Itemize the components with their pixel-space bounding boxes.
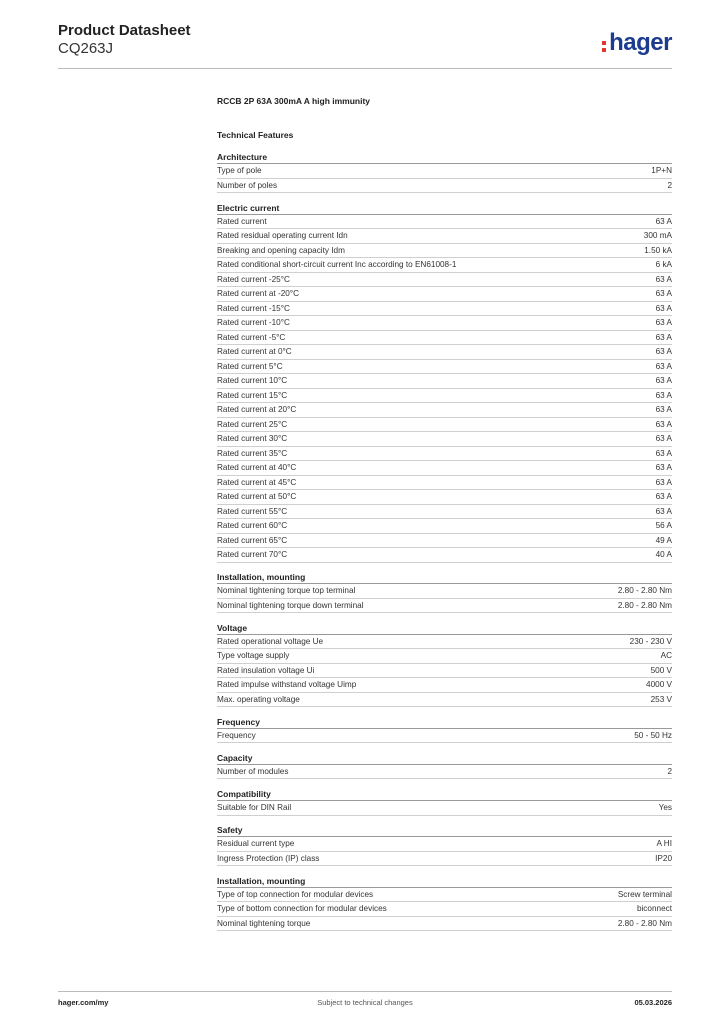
spec-row: [217, 244, 672, 259]
spec-label: Rated conditional short-circuit current Inc according to EN61008-1: [217, 260, 457, 270]
spec-label: Rated current: [217, 216, 267, 226]
spec-row: [217, 476, 672, 491]
datasheet-content: [217, 96, 672, 941]
spec-label: Rated current -25°C: [217, 274, 290, 284]
technical-features-heading: Technical Features: [217, 130, 294, 140]
spec-row: [217, 505, 672, 520]
spec-label: Number of modules: [217, 766, 289, 776]
footer-date: 05.03.2026: [634, 998, 672, 1007]
spec-value: 63 A: [655, 274, 672, 284]
spec-value: 63 A: [655, 448, 672, 458]
section-title: Safety: [217, 825, 672, 837]
spec-section: [217, 152, 672, 193]
page-header: [58, 22, 672, 68]
spec-value: 63 A: [655, 318, 672, 328]
spec-value: 300 mA: [643, 231, 672, 241]
spec-row: [217, 403, 672, 418]
spec-row: [217, 534, 672, 549]
spec-section: [217, 572, 672, 613]
spec-row: [217, 801, 672, 816]
section-title: Installation, mounting: [217, 876, 672, 888]
section-title: Compatibility: [217, 789, 672, 801]
spec-row: [217, 179, 672, 194]
spec-section: [217, 789, 672, 816]
spec-label: Rated current at -20°C: [217, 289, 300, 299]
spec-row: [217, 599, 672, 614]
spec-section: [217, 623, 672, 708]
spec-label: Type of pole: [217, 166, 262, 175]
spec-row: [217, 852, 672, 867]
spec-label: Rated current 30°C: [217, 434, 288, 444]
spec-value: 63 A: [655, 419, 672, 429]
spec-label: Rated current 65°C: [217, 535, 288, 545]
spec-row: [217, 229, 672, 244]
spec-label: Nominal tightening torque down terminal: [217, 600, 364, 610]
spec-row: [217, 729, 672, 744]
spec-value: 63 A: [655, 405, 672, 415]
spec-row: [217, 432, 672, 447]
spec-label: Rated current at 40°C: [217, 463, 297, 473]
spec-row: [217, 837, 672, 852]
spec-label: Rated current 10°C: [217, 376, 288, 386]
spec-value: 6 kA: [655, 260, 672, 270]
feature-sections: [217, 152, 672, 931]
spec-label: Rated current -15°C: [217, 303, 290, 313]
document-title: Product Datasheet: [58, 22, 191, 39]
spec-section: [217, 876, 672, 932]
footer-website: hager.com/my: [58, 998, 109, 1007]
spec-value: 253 V: [650, 694, 672, 704]
spec-row: [217, 584, 672, 599]
product-title: RCCB 2P 63A 300mA A high immunity: [217, 96, 371, 106]
spec-row: [217, 273, 672, 288]
spec-label: Ingress Protection (IP) class: [217, 853, 320, 863]
spec-row: [217, 418, 672, 433]
spec-row: [217, 331, 672, 346]
section-title: Voltage: [217, 623, 672, 635]
spec-row: [217, 678, 672, 693]
footer-divider: [58, 991, 672, 992]
section-title: Capacity: [217, 753, 672, 765]
spec-row: [217, 917, 672, 932]
spec-value: 1.50 kA: [644, 245, 672, 255]
spec-row: [217, 490, 672, 505]
spec-row: [217, 548, 672, 563]
spec-value: IP20: [655, 853, 672, 863]
spec-value: 2: [667, 180, 672, 190]
spec-label: Suitable for DIN Rail: [217, 803, 292, 813]
spec-row: [217, 649, 672, 664]
spec-label: Rated current 5°C: [217, 361, 283, 371]
header-divider: [58, 68, 672, 69]
spec-value: 40 A: [655, 550, 672, 560]
logo-text: hager: [609, 29, 672, 56]
spec-row: [217, 345, 672, 360]
spec-value: 63 A: [655, 289, 672, 299]
spec-value: Yes: [658, 803, 672, 813]
spec-value: 56 A: [655, 521, 672, 531]
spec-label: Rated insulation voltage Ui: [217, 665, 315, 675]
section-title: Electric current: [217, 203, 672, 215]
spec-value: 63 A: [655, 492, 672, 502]
spec-value: 63 A: [655, 477, 672, 487]
spec-value: A HI: [656, 839, 672, 849]
spec-value: 63 A: [655, 506, 672, 516]
spec-section: [217, 203, 672, 563]
spec-value: biconnect: [636, 904, 672, 914]
spec-label: Rated current 60°C: [217, 521, 288, 531]
footer-note: Subject to technical changes: [317, 998, 413, 1007]
spec-label: Rated current -5°C: [217, 332, 286, 342]
section-title: Installation, mounting: [217, 572, 672, 584]
hager-logo: [602, 28, 672, 58]
spec-row: [217, 765, 672, 780]
spec-value: 2.80 - 2.80 Nm: [617, 586, 672, 596]
spec-row: [217, 519, 672, 534]
spec-row: [217, 287, 672, 302]
spec-value: 2: [667, 766, 672, 776]
spec-row: [217, 302, 672, 317]
spec-label: Rated current at 50°C: [217, 492, 297, 502]
spec-value: 63 A: [655, 303, 672, 313]
spec-label: Rated current 35°C: [217, 448, 288, 458]
spec-value: 63 A: [655, 361, 672, 371]
spec-value: 63 A: [655, 216, 672, 226]
spec-label: Type of bottom connection for modular devices: [217, 904, 387, 914]
spec-value: 2.80 - 2.80 Nm: [617, 600, 672, 610]
spec-value: 4000 V: [646, 680, 672, 690]
spec-value: 500 V: [650, 665, 672, 675]
spec-label: Rated current 15°C: [217, 390, 288, 400]
spec-label: Type voltage supply: [217, 651, 290, 661]
spec-label: Number of poles: [217, 180, 278, 190]
spec-value: 63 A: [655, 376, 672, 386]
logo-dots-icon: [602, 41, 606, 52]
product-code: CQ263J: [58, 40, 114, 57]
spec-label: Rated current -10°C: [217, 318, 290, 328]
spec-row: [217, 389, 672, 404]
spec-row: [217, 461, 672, 476]
spec-section: [217, 825, 672, 866]
spec-label: Rated current at 45°C: [217, 477, 297, 487]
spec-row: [217, 374, 672, 389]
spec-label: Rated current 55°C: [217, 506, 288, 516]
spec-row: [217, 215, 672, 230]
spec-value: 50 - 50 Hz: [634, 730, 672, 740]
spec-value: 63 A: [655, 463, 672, 473]
spec-label: Rated residual operating current Idn: [217, 231, 348, 241]
spec-label: Rated operational voltage Ue: [217, 636, 324, 646]
section-title: Architecture: [217, 152, 672, 164]
spec-value: AC: [660, 651, 672, 661]
spec-label: Type of top connection for modular devices: [217, 889, 374, 899]
spec-row: [217, 664, 672, 679]
spec-row: [217, 360, 672, 375]
spec-value: 2.80 - 2.80 Nm: [617, 918, 672, 928]
spec-label: Residual current type: [217, 839, 295, 849]
spec-row: [217, 258, 672, 273]
spec-row: [217, 693, 672, 708]
spec-section: [217, 717, 672, 744]
spec-section: [217, 753, 672, 780]
spec-label: Nominal tightening torque: [217, 918, 311, 928]
spec-label: Max. operating voltage: [217, 694, 300, 704]
spec-label: Breaking and opening capacity Idm: [217, 245, 345, 255]
spec-value: 49 A: [655, 535, 672, 545]
spec-label: Rated current 70°C: [217, 550, 288, 560]
spec-row: [217, 635, 672, 650]
spec-value: 63 A: [655, 347, 672, 357]
spec-row: [217, 888, 672, 903]
spec-label: Rated impulse withstand voltage Uimp: [217, 680, 357, 690]
spec-label: Rated current at 0°C: [217, 347, 292, 357]
spec-label: Nominal tightening torque top terminal: [217, 586, 356, 596]
spec-value: 230 - 230 V: [629, 636, 672, 646]
spec-label: Rated current at 20°C: [217, 405, 297, 415]
spec-label: Rated current 25°C: [217, 419, 288, 429]
spec-row: [217, 164, 672, 179]
spec-row: [217, 447, 672, 462]
section-title: Frequency: [217, 717, 672, 729]
spec-row: [217, 902, 672, 917]
spec-value: 63 A: [655, 390, 672, 400]
spec-label: Frequency: [217, 730, 256, 740]
spec-value: Screw terminal: [617, 889, 672, 899]
spec-value: 1P+N: [651, 166, 672, 175]
spec-row: [217, 316, 672, 331]
spec-value: 63 A: [655, 434, 672, 444]
spec-value: 63 A: [655, 332, 672, 342]
